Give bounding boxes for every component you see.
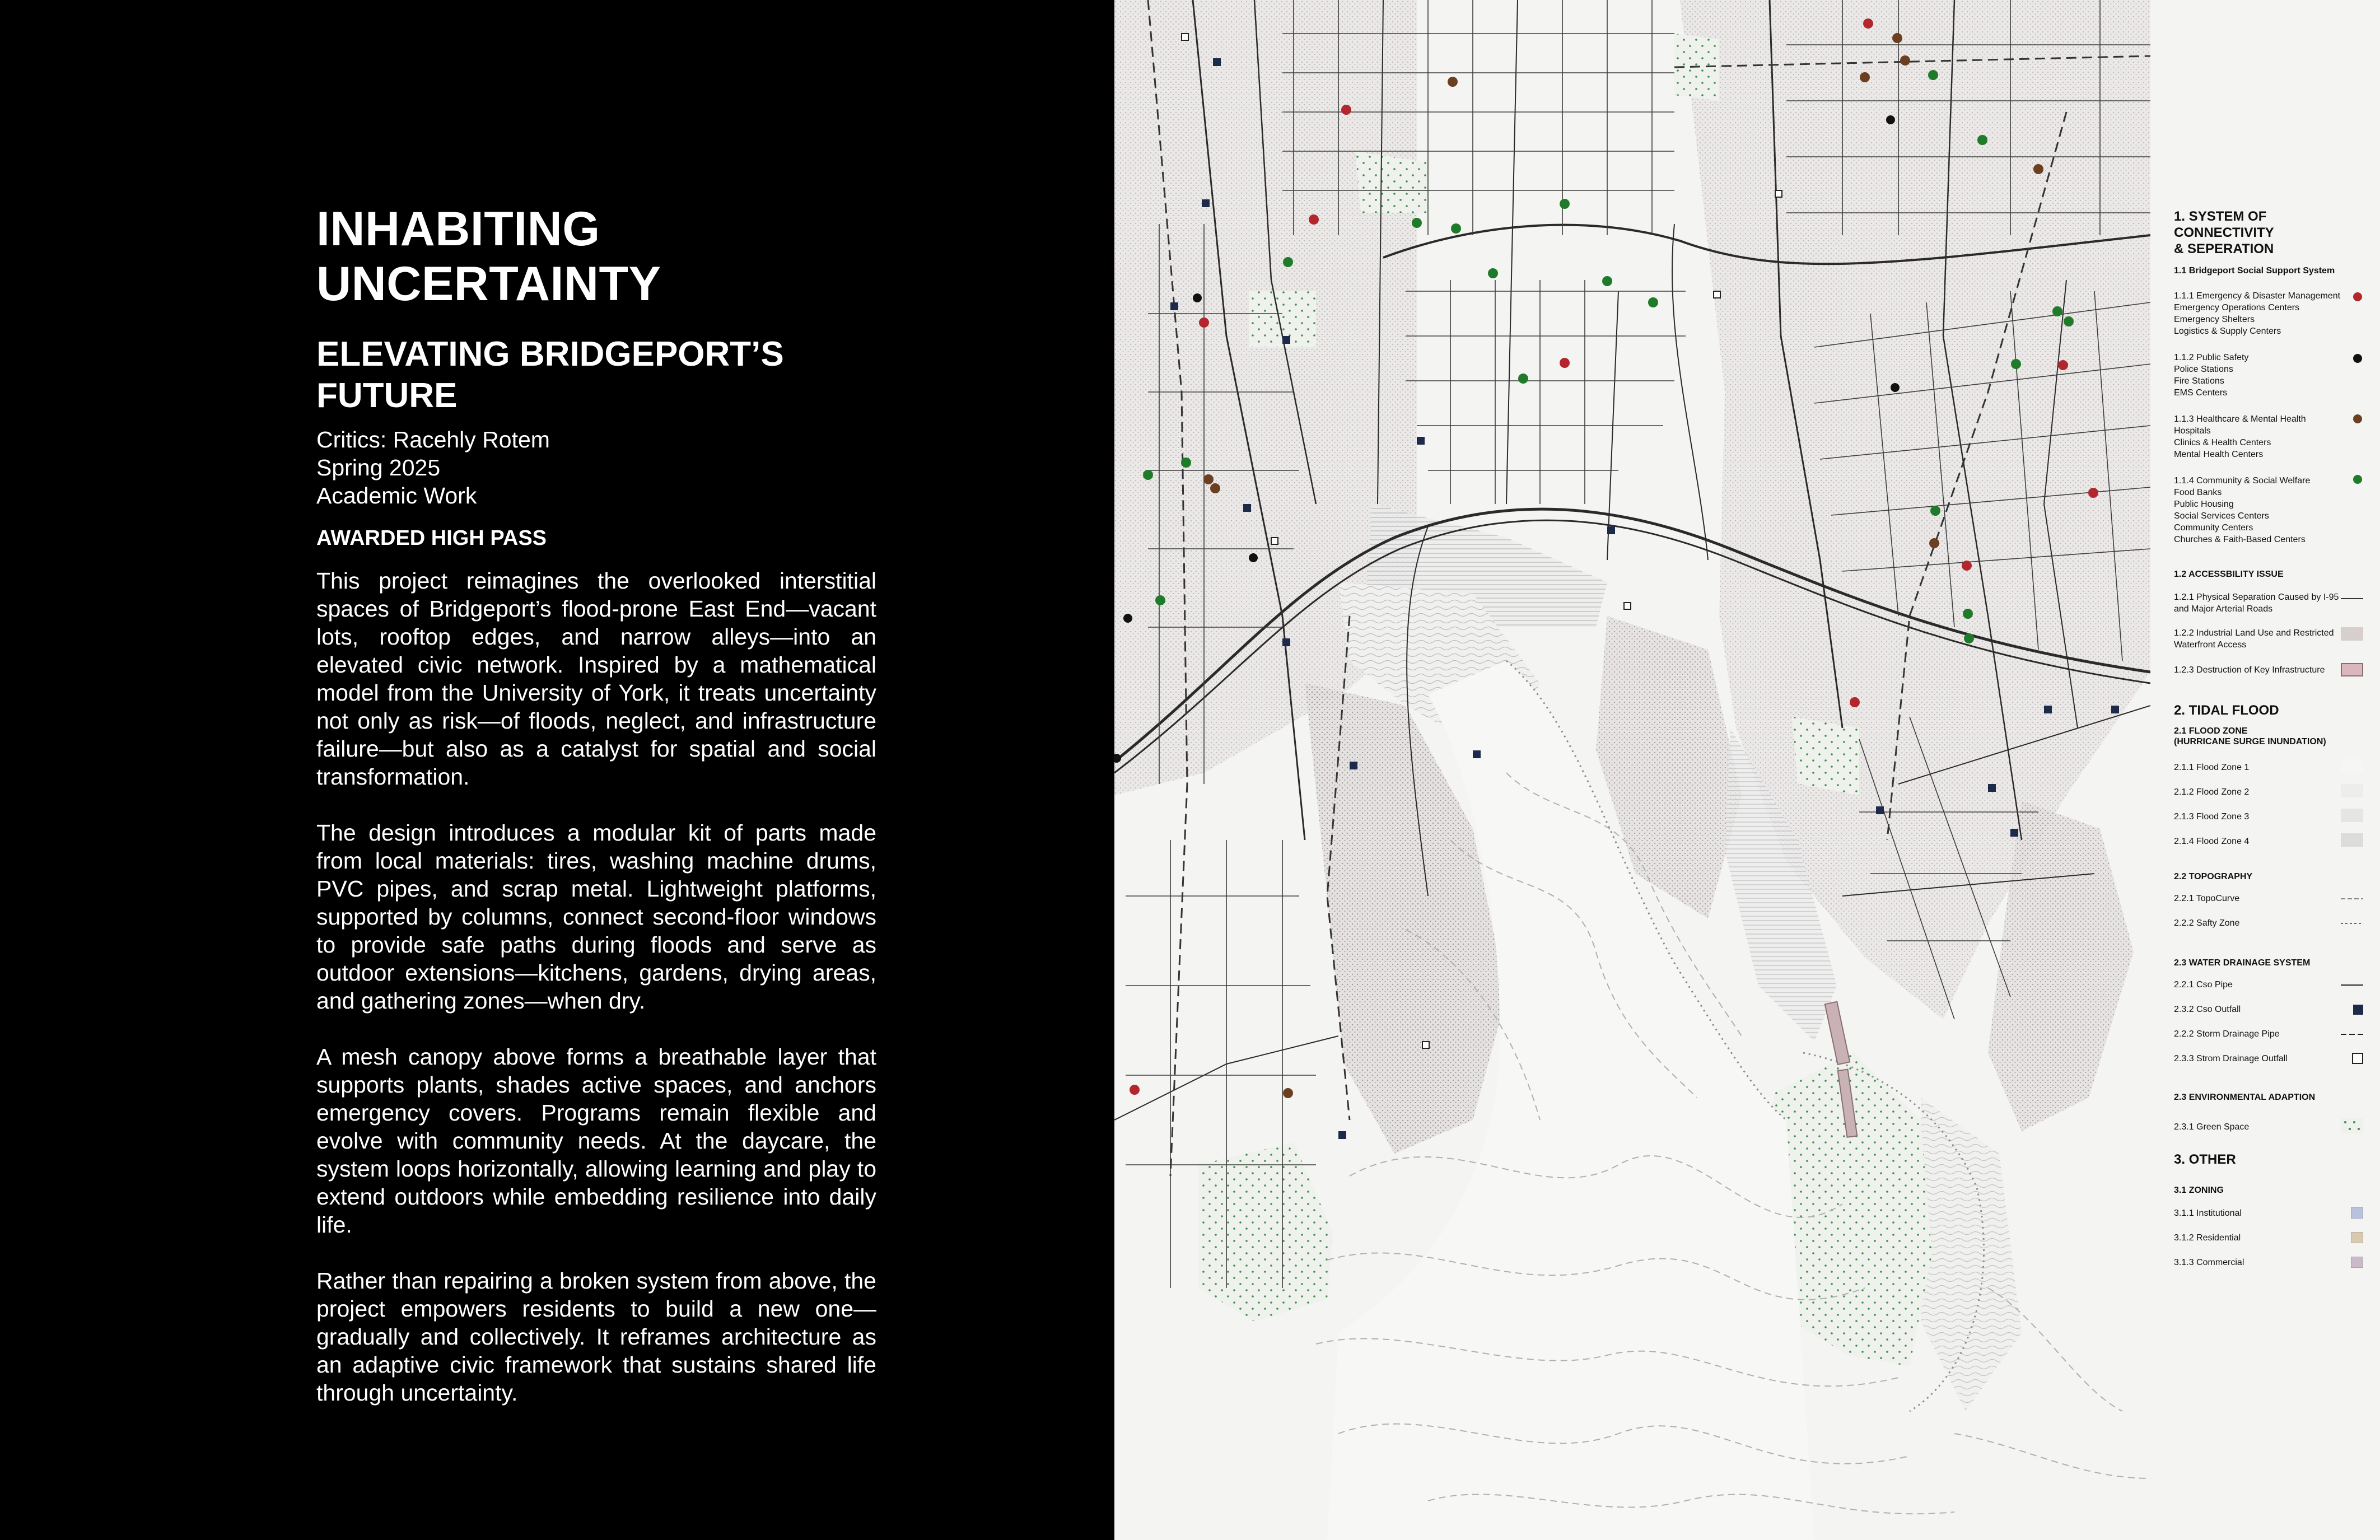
navy-square-icon [1202, 199, 1210, 207]
subtitle-line-2: FUTURE [316, 376, 458, 415]
title-line-1: INHABITING [316, 202, 600, 256]
paragraph-4: Rather than repairing a broken system from above, the project empowers residents to build a new one—gradually and collectively. It reframes architecture as an adaptive civic framework that sustains shared life through uncertainty. [316, 1268, 876, 1406]
navy-square-icon [1282, 638, 1290, 646]
red-dot-icon [1341, 105, 1351, 115]
legend-item-line: Social Services Centers [2174, 511, 2269, 521]
hollow-square-icon [1182, 34, 1188, 40]
navy-square-icon [1338, 1131, 1346, 1139]
navy-square-icon [1282, 336, 1290, 344]
legend-item-line: Waterfront Access [2174, 640, 2247, 650]
red-dot-icon [2352, 291, 2363, 302]
legend-subsection-2-2: 2.2 TOPOGRAPHY [2174, 872, 2253, 881]
work-type-line: Academic Work [316, 483, 477, 508]
legend-item-line: Churches & Faith-Based Centers [2174, 535, 2306, 544]
green-dot-icon [1412, 218, 1422, 228]
hollow-square-icon [1422, 1042, 1429, 1048]
legend-subsection-2-3: 2.3 WATER DRAINAGE SYSTEM [2174, 958, 2311, 968]
navy-square-icon [1213, 58, 1221, 66]
hollow-square-icon [1624, 603, 1631, 609]
flood-zone-3-swatch [2341, 809, 2363, 822]
legend-subsection-2-4: 2.3 ENVIRONMENTAL ADAPTION [2174, 1093, 2316, 1102]
red-dot-icon [2088, 488, 2098, 498]
legend-section-3-title: 3. OTHER [2174, 1152, 2236, 1167]
critics-line: Critics: Racehly Rotem [316, 427, 550, 452]
black-dot-icon [1886, 115, 1895, 124]
legend-item-line: Emergency Shelters [2174, 315, 2255, 324]
storm-pipe-icon [2341, 1032, 2363, 1037]
legend-item-line: Logistics & Supply Centers [2174, 326, 2281, 336]
navy-square-icon [1170, 302, 1178, 310]
cso-pipe-icon [2341, 982, 2363, 988]
navy-square-icon [2010, 829, 2018, 837]
description-content [316, 202, 876, 1430]
brown-dot-icon [1203, 474, 1214, 484]
legend-item-healthcare [2174, 413, 2364, 460]
legend-item-line: and Major Arterial Roads [2174, 604, 2273, 614]
award-label: AWARDED HIGH PASS [316, 526, 547, 550]
green-dot-icon [1488, 268, 1498, 278]
legend-flood-zone-2: 2.1.2 Flood Zone 2 [2174, 787, 2250, 797]
legend-topocurve: 2.2.1 TopoCurve [2174, 894, 2240, 903]
institutional-swatch [2351, 1207, 2363, 1219]
legend-residential: 3.1.2 Residential [2174, 1233, 2241, 1243]
map-legend [2150, 0, 2380, 1540]
bridgeport-map [1114, 0, 2150, 1540]
brown-dot-icon [1892, 33, 1902, 43]
legend-item-title: 1.1.2 Public Safety [2174, 353, 2249, 362]
green-dot-icon [2011, 359, 2021, 369]
green-dot-icon [1928, 70, 1938, 80]
green-dot-icon [1181, 458, 1191, 468]
green-dot-icon [1560, 199, 1570, 209]
navy-square-icon [2044, 706, 2052, 713]
legend-commercial: 3.1.3 Commercial [2174, 1258, 2244, 1267]
infrastructure-swatch-icon [2341, 663, 2363, 676]
green-dot-icon [1648, 297, 1658, 307]
brown-dot-icon [2033, 164, 2043, 174]
legend-item-title: 1.1.1 Emergency & Disaster Management [2174, 291, 2341, 301]
legend-item-title: 1.2.1 Physical Separation Caused by I-95 [2174, 592, 2339, 602]
legend-heading-line: 1. SYSTEM OF [2174, 209, 2267, 224]
residential-swatch [2351, 1232, 2363, 1243]
hollow-square-icon [1714, 291, 1720, 298]
legend-item-infrastructure: 1.2.3 Destruction of Key Infrastructure [2174, 665, 2325, 675]
brown-dot-icon [1929, 538, 1939, 548]
legend-item-industrial [2174, 627, 2364, 651]
navy-square-icon [1607, 526, 1615, 534]
brown-dot-icon [1210, 483, 1220, 493]
hollow-square-icon [1775, 190, 1782, 197]
legend-subsection-1-2: 1.2 ACCESSBILITY ISSUE [2174, 570, 2284, 579]
stipple-swatch-icon [2341, 627, 2363, 641]
red-dot-icon [1199, 318, 1209, 328]
legend-item-title: 1.2.2 Industrial Land Use and Restricted [2174, 628, 2334, 638]
legend-item-public-safety [2174, 352, 2364, 399]
commercial-swatch [2351, 1257, 2363, 1268]
green-dot-icon [1518, 374, 1528, 384]
legend-heading-line: CONNECTIVITY [2174, 225, 2274, 240]
legend-flood-zone-4: 2.1.4 Flood Zone 4 [2174, 837, 2250, 846]
flood-zone-1-swatch [2341, 759, 2363, 773]
brown-dot-icon [1900, 55, 1910, 66]
flood-zone-4-swatch [2341, 833, 2363, 847]
legend-flood-zone-3: 2.1.3 Flood Zone 3 [2174, 812, 2250, 822]
black-dot-icon [1249, 553, 1258, 562]
brown-dot-icon [1448, 77, 1458, 87]
legend-subsection-2-1 [2174, 726, 2364, 747]
legend-item-line: Police Stations [2174, 365, 2233, 374]
legend-item-line: Public Housing [2174, 500, 2234, 509]
navy-square-icon [1473, 750, 1481, 758]
black-dot-icon [1193, 293, 1202, 302]
navy-square-icon [2111, 706, 2119, 713]
green-dot-icon [2352, 474, 2363, 485]
green-dot-icon [1963, 609, 1973, 619]
legend-cso-outfall: 2.3.2 Cso Outfall [2174, 1005, 2241, 1014]
navy-square-icon [2353, 1005, 2363, 1015]
subtitle-line-1: ELEVATING BRIDGEPORT’S [316, 335, 784, 374]
legend-cso-pipe: 2.2.1 Cso Pipe [2174, 980, 2233, 990]
green-dot-icon [1977, 135, 1987, 145]
paragraph-2: The design introduces a modular kit of parts made from local materials: tires, washing machine drums, PVC pipes, and scrap metal. Lightweight platforms, supported by columns, connect second-floor windows to provide safe paths during floods and serve as outdoor extensions—kitchens, gardens, drying areas, and gathering zones—when dry. [316, 820, 876, 1014]
red-dot-icon [1309, 214, 1319, 225]
legend-item-line: Clinics & Health Centers [2174, 438, 2271, 447]
green-dot-icon [1451, 223, 1461, 234]
legend-subsection-1-1: 1.1 Bridgeport Social Support System [2174, 266, 2335, 276]
navy-square-icon [1243, 504, 1251, 512]
green-dot-icon [1283, 257, 1293, 267]
map-panel [1114, 0, 2150, 1540]
red-dot-icon [1850, 697, 1860, 707]
green-dot-icon [1155, 595, 1165, 605]
green-dot-icon [1602, 276, 1612, 286]
project-meta [316, 426, 876, 510]
legend-item-emergency [2174, 290, 2364, 337]
green-dot-icon [1143, 470, 1153, 480]
legend-item-i95-separation [2174, 591, 2364, 615]
red-dot-icon [1560, 358, 1570, 368]
green-dot-icon [1930, 506, 1940, 516]
legend-item-line: EMS Centers [2174, 388, 2228, 398]
navy-square-icon [1988, 784, 1996, 792]
green-dot-icon [2052, 306, 2062, 316]
legend-section-2-title: 2. TIDAL FLOOD [2174, 703, 2279, 718]
black-dot-icon [1891, 383, 1900, 392]
red-dot-icon [1863, 18, 1873, 29]
legend-flood-zone-1: 2.1.1 Flood Zone 1 [2174, 763, 2250, 772]
legend-item-line: Fire Stations [2174, 376, 2224, 386]
term-line: Spring 2025 [316, 455, 441, 480]
legend-section-1-title [2174, 208, 2364, 257]
legend-item-line: Food Banks [2174, 488, 2222, 497]
legend-item-line: Emergency Operations Centers [2174, 303, 2300, 312]
red-dot-icon [1130, 1085, 1140, 1095]
legend-heading-line: & SEPERATION [2174, 241, 2274, 256]
brown-dot-icon [1283, 1088, 1293, 1098]
hollow-square-icon [2352, 1053, 2363, 1064]
green-dot-icon [1964, 633, 1974, 643]
legend-heading-line: (HURRICANE SURGE INUNDATION) [2174, 737, 2326, 746]
title-line-2: UNCERTAINTY [316, 257, 661, 311]
legend-storm-pipe: 2.2.2 Storm Drainage Pipe [2174, 1029, 2280, 1039]
red-dot-icon [2058, 360, 2068, 370]
paragraph-1: This project reimagines the overlooked interstitial spaces of Bridgeport’s flood-prone East End—vacant lots, rooftop edges, and narrow alleys—into an elevated civic network. Inspired by a mathematical model from the University of York, it treats uncertainty not only as risk—of floods, neglect, and infrastructure failure—but also as a catalyst for spatial and social transformation. [316, 568, 876, 790]
legend-item-title: 1.1.3 Healthcare & Mental Health [2174, 414, 2306, 424]
black-dot-icon [2352, 353, 2363, 364]
hollow-square-icon [1271, 538, 1278, 544]
black-dot-icon [1123, 614, 1132, 623]
navy-square-icon [1350, 762, 1357, 769]
legend-heading-line: 2.1 FLOOD ZONE [2174, 726, 2248, 736]
safety-line-icon [2341, 921, 2363, 926]
legend-item-title: 1.1.4 Community & Social Welfare [2174, 476, 2311, 486]
topo-line-icon [2341, 896, 2363, 902]
green-dot-icon [2064, 316, 2074, 326]
description-panel [0, 0, 1114, 1540]
legend-item-line: Hospitals [2174, 426, 2211, 436]
road-line-icon [2341, 596, 2363, 601]
legend-item-community [2174, 475, 2364, 545]
paragraph-3: A mesh canopy above forms a breathable layer that supports plants, shades active spaces, and anchors emergency covers. Programs remain flexible and evolve with community needs. At the daycare, the system loops horizontally, allowing learning and play to extend outdoors while embedding resilience into daily life. [316, 1044, 876, 1238]
green-space-swatch [2341, 1118, 2363, 1133]
legend-item-line: Mental Health Centers [2174, 450, 2264, 459]
project-subtitle [316, 334, 876, 417]
red-dot-icon [1962, 561, 1972, 571]
brown-dot-icon [1860, 72, 1870, 82]
legend-subsection-3-1: 3.1 ZONING [2174, 1186, 2224, 1195]
legend-item-line: Community Centers [2174, 523, 2253, 533]
flood-zone-2-swatch [2341, 784, 2363, 797]
legend-institutional: 3.1.1 Institutional [2174, 1208, 2242, 1218]
navy-square-icon [1417, 437, 1425, 445]
project-title [316, 202, 876, 311]
legend-safety-zone: 2.2.2 Safty Zone [2174, 918, 2240, 928]
legend-green-space: 2.3.1 Green Space [2174, 1122, 2250, 1132]
brown-dot-icon [2352, 413, 2363, 424]
navy-square-icon [1876, 806, 1884, 814]
legend-storm-outfall: 2.3.3 Strom Drainage Outfall [2174, 1054, 2288, 1063]
